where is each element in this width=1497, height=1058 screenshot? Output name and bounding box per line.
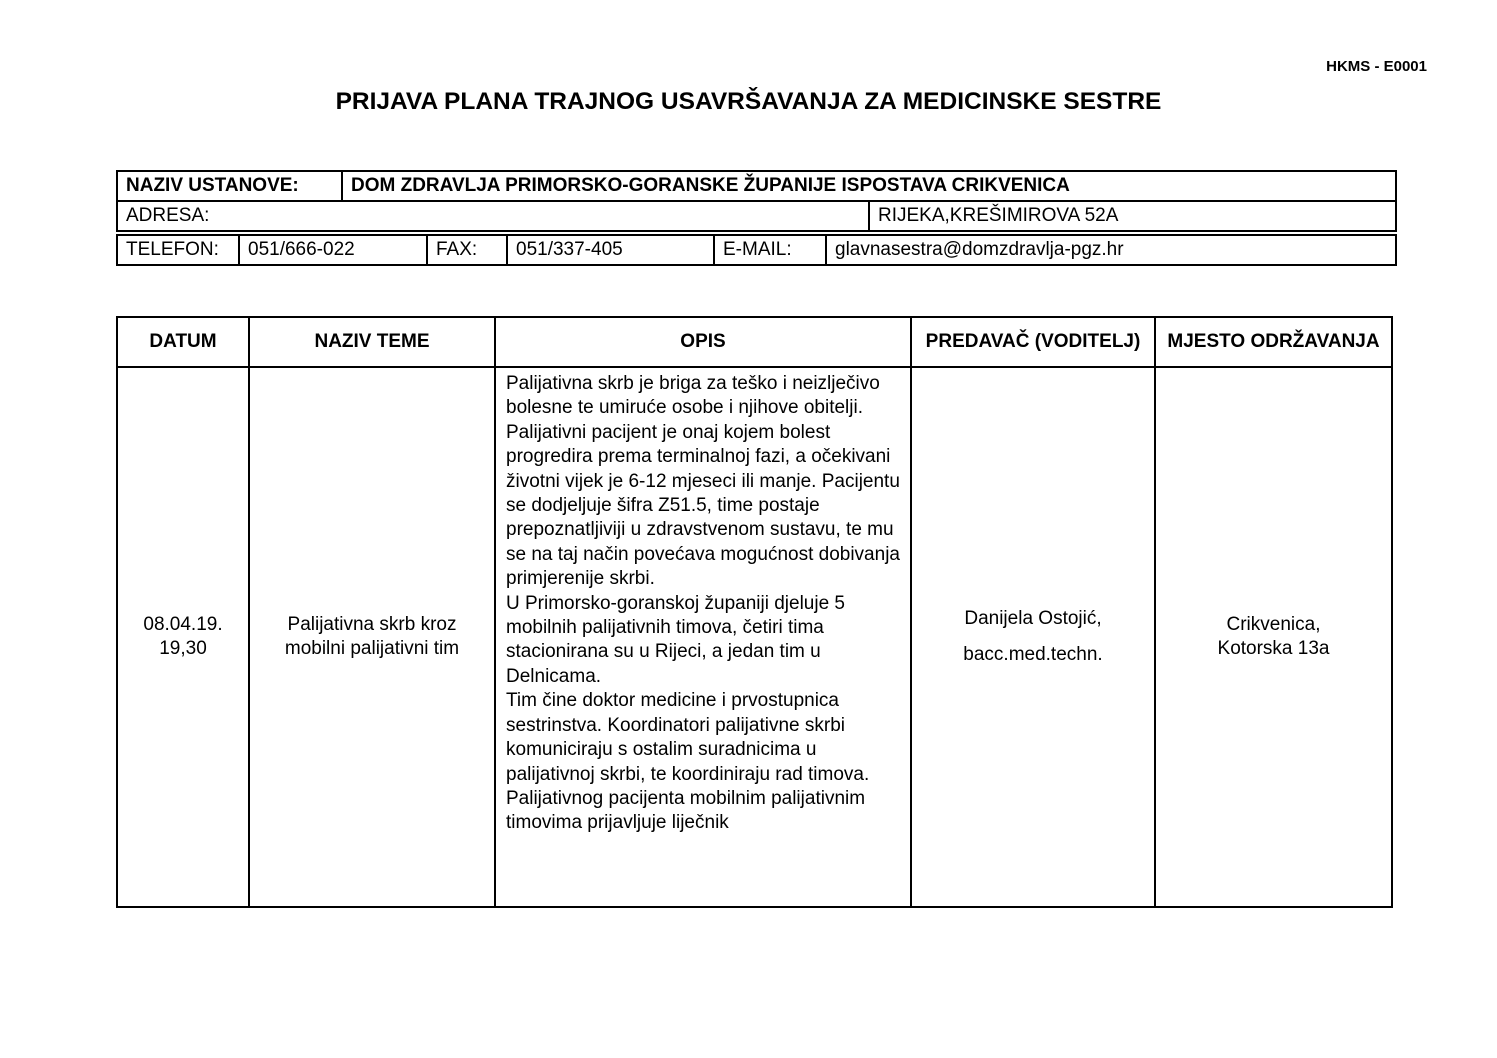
institution-name-row <box>117 171 1396 201</box>
date-cell <box>117 367 249 907</box>
description-paragraph: Palijativni pacijent je onaj kojem bolest progredira prema terminalnoj fazi, a očekivani životni vijek je 6-12 mjeseci ili manje. Pacijentu se dodjeljuje šifra Z51.5, time postaje prepoznatljiviji u zdravstvenom sustavu, te mu se na taj način povećava mogućnost dobivanja primjerenije skrbi. <box>506 421 900 590</box>
email-value: glavnasestra@domzdravlja-pgz.hr <box>826 235 1396 265</box>
location-street: Kotorska 13a <box>1217 638 1330 659</box>
institution-address-row <box>117 201 1396 231</box>
institution-name-label: NAZIV USTANOVE: <box>117 171 342 201</box>
topic-cell: Palijativna skrb kroz mobilni palijativni tim <box>249 367 495 907</box>
header-description: OPIS <box>495 317 911 367</box>
description-paragraph: Palijativnog pacijenta mobilnim palijativnim timovima prijavljuje liječnik <box>506 787 866 834</box>
table-row <box>117 367 1392 907</box>
phone-label: TELEFON: <box>117 235 239 265</box>
email-label: E-MAIL: <box>714 235 826 265</box>
date-value: 08.04.19. <box>143 614 223 635</box>
location-cell <box>1155 367 1392 907</box>
fax-label: FAX: <box>427 235 507 265</box>
description-paragraph: Tim čine doktor medicine i prvostupnica sestrinstva. Koordinatori palijativne skrbi komuniciraju s ostalim suradnicima u palijativnoj skrbi, te koordiniraju rad timova. <box>506 690 870 785</box>
phone-value: 051/666-022 <box>239 235 427 265</box>
description-cell <box>495 367 911 907</box>
lecturer-cell <box>911 367 1155 907</box>
institution-contact-row <box>117 235 1396 265</box>
document-code: HKMS - E0001 <box>1326 58 1427 75</box>
description-paragraph: U Primorsko-goranskoj županiji djeluje 5 mobilnih palijativnih timova, četiri tima stacionirana su u Rijeci, a jedan tim u Delnicama. <box>506 592 845 687</box>
institution-name-value: DOM ZDRAVLJA PRIMORSKO-GORANSKE ŽUPANIJE ISPOSTAVA CRIKVENICA <box>342 171 1396 201</box>
institution-table <box>116 170 1397 232</box>
document-title: PRIJAVA PLANA TRAJNOG USAVRŠAVANJA ZA MEDICINSKE SESTRE <box>335 88 1162 115</box>
institution-contact-table <box>116 234 1397 266</box>
header-date: DATUM <box>117 317 249 367</box>
plan-table <box>116 316 1393 908</box>
plan-header-row <box>117 317 1392 367</box>
institution-address-value: RIJEKA,KREŠIMIROVA 52A <box>869 201 1396 231</box>
location-city: Crikvenica, <box>1226 614 1321 635</box>
header-lecturer: PREDAVAČ (VODITELJ) <box>911 317 1155 367</box>
time-value: 19,30 <box>159 638 207 659</box>
header-topic: NAZIV TEME <box>249 317 495 367</box>
institution-address-label: ADRESA: <box>117 201 869 231</box>
lecturer-name: Danijela Ostojić, <box>964 608 1102 629</box>
fax-value: 051/337-405 <box>507 235 714 265</box>
header-location: MJESTO ODRŽAVANJA <box>1155 317 1392 367</box>
description-paragraph: Palijativna skrb je briga za teško i neizlječivo bolesne te umiruće osobe i njihove obitelji. <box>506 373 880 419</box>
lecturer-title: bacc.med.techn. <box>963 644 1103 665</box>
